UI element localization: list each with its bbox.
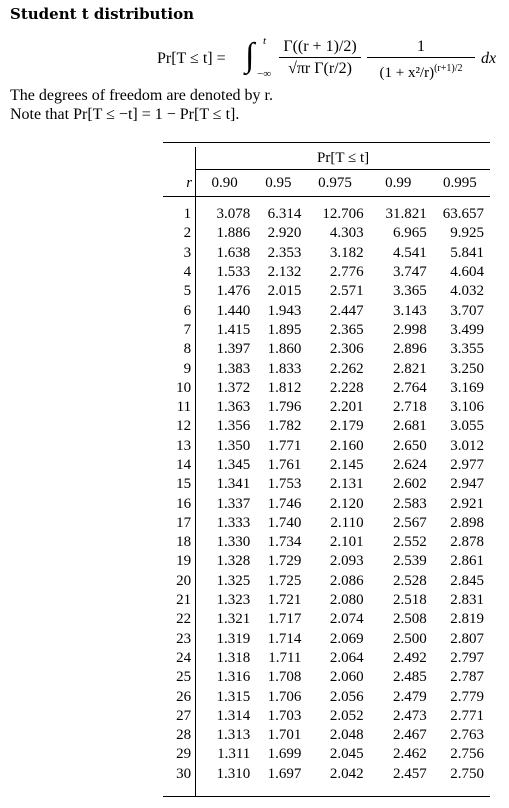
row-header: r — [163, 170, 196, 197]
value-cell: 1.314 — [216, 707, 251, 724]
value-cell: 3.012 — [450, 437, 484, 454]
value-cell: 1.697 — [267, 765, 302, 782]
table-row — [163, 610, 490, 629]
value-cell: 1.711 — [268, 649, 302, 666]
value-cell: 3.365 — [393, 283, 427, 300]
value-cell: 1.310 — [216, 765, 251, 782]
value-cell: 3.055 — [450, 418, 484, 435]
dof-cell: 12 — [163, 417, 196, 436]
table-row — [163, 398, 490, 417]
value-cell: 3.143 — [393, 302, 427, 319]
value-cell: 2.132 — [267, 264, 302, 281]
value-cell: 2.681 — [393, 418, 427, 435]
value-cell: 1.397 — [216, 341, 251, 358]
value-cell: 2.845 — [450, 572, 484, 589]
value-cell: 1.753 — [267, 476, 302, 493]
value-cell: 2.779 — [450, 688, 484, 705]
value-cell: 3.078 — [216, 206, 251, 223]
value-cell: 2.567 — [393, 514, 427, 531]
col-header: 0.99 — [385, 174, 412, 191]
table-row — [163, 494, 490, 513]
dof-cell: 17 — [163, 514, 196, 533]
table-row — [163, 244, 490, 263]
dof-cell: 16 — [163, 494, 196, 513]
value-cell: 1.440 — [216, 302, 251, 319]
value-cell: 2.110 — [330, 514, 364, 531]
table-row — [163, 707, 490, 726]
value-cell: 2.508 — [393, 611, 427, 628]
value-cell: 1.311 — [217, 746, 251, 763]
value-cell: 2.750 — [450, 765, 484, 782]
value-cell: 6.314 — [267, 206, 302, 223]
value-cell: 1.415 — [216, 321, 251, 338]
value-cell: 2.101 — [329, 534, 364, 551]
gamma-fraction — [279, 38, 361, 78]
value-cell: 1.350 — [216, 437, 251, 454]
dof-cell: 8 — [163, 340, 196, 359]
value-cell: 2.898 — [450, 514, 484, 531]
value-cell: 1.771 — [267, 437, 302, 454]
dof-cell: 22 — [163, 610, 196, 629]
value-cell: 2.093 — [329, 553, 364, 570]
value-cell: 2.571 — [329, 283, 364, 300]
value-cell: 1.337 — [216, 495, 251, 512]
col-header: 0.995 — [443, 174, 477, 191]
table-row — [163, 514, 490, 533]
value-cell: 2.080 — [329, 592, 364, 609]
value-cell: 2.060 — [329, 669, 364, 686]
value-cell: 4.032 — [450, 283, 484, 300]
dof-cell: 7 — [163, 321, 196, 340]
dof-cell: 2 — [163, 224, 196, 243]
value-cell: 2.473 — [393, 707, 427, 724]
value-cell: 2.764 — [393, 379, 427, 396]
value-cell: 2.064 — [329, 649, 364, 666]
value-cell: 2.457 — [393, 765, 427, 782]
value-cell: 1.321 — [216, 611, 251, 628]
value-cell: 2.365 — [329, 321, 364, 338]
value-cell: 1.860 — [267, 341, 302, 358]
value-cell: 2.056 — [329, 688, 364, 705]
value-cell: 1.476 — [216, 283, 251, 300]
dof-cell: 9 — [163, 359, 196, 378]
value-cell: 12.706 — [322, 206, 364, 223]
value-cell: 2.086 — [329, 572, 364, 589]
value-cell: 2.947 — [450, 476, 484, 493]
value-cell: 2.048 — [329, 727, 364, 744]
fraction-bar — [279, 57, 361, 58]
kernel-numerator: 1 — [417, 38, 425, 55]
value-cell: 1.383 — [216, 360, 251, 377]
table-row — [163, 263, 490, 282]
col-header: 0.90 — [211, 174, 238, 191]
value-cell: 1.356 — [216, 418, 251, 435]
table-row — [163, 668, 490, 687]
value-cell: 2.797 — [450, 649, 484, 666]
table-row — [163, 765, 490, 784]
value-cell: 1.734 — [267, 534, 302, 551]
gamma-numerator: Γ((r + 1)/2) — [283, 38, 357, 55]
value-cell: 3.250 — [450, 360, 484, 377]
integral-sign: ∫ — [245, 37, 255, 74]
value-cell: 2.462 — [393, 746, 427, 763]
value-cell: 2.120 — [329, 495, 364, 512]
value-cell: 2.528 — [393, 572, 427, 589]
value-cell: 9.925 — [450, 225, 484, 242]
value-cell: 2.179 — [329, 418, 364, 435]
notes — [10, 86, 273, 124]
value-cell: 4.303 — [329, 225, 364, 242]
dof-cell: 13 — [163, 437, 196, 456]
value-cell: 2.306 — [329, 341, 364, 358]
value-cell: 2.650 — [393, 437, 427, 454]
value-cell: 3.707 — [450, 302, 484, 319]
dof-cell: 5 — [163, 282, 196, 301]
table-row — [163, 301, 490, 320]
dof-cell: 27 — [163, 707, 196, 726]
value-cell: 1.638 — [216, 244, 251, 261]
kernel-denominator-base: (1 + x²/r) — [379, 65, 435, 81]
value-cell: 1.328 — [216, 553, 251, 570]
dof-cell: 6 — [163, 301, 196, 320]
value-cell: 2.045 — [329, 746, 364, 763]
value-cell: 1.943 — [267, 302, 302, 319]
value-cell: 6.965 — [393, 225, 427, 242]
dof-cell: 4 — [163, 263, 196, 282]
value-cell: 2.074 — [329, 611, 364, 628]
table-row — [163, 359, 490, 378]
value-cell: 1.319 — [216, 630, 251, 647]
table-row — [163, 340, 490, 359]
value-cell: 1.714 — [267, 630, 302, 647]
value-cell: 1.323 — [216, 592, 251, 609]
note-symmetry: Note that Pr[T ≤ −t] = 1 − Pr[T ≤ t]. — [10, 106, 240, 123]
value-cell: 1.717 — [267, 611, 302, 628]
value-cell: 31.821 — [385, 206, 427, 223]
dof-cell: 18 — [163, 533, 196, 552]
value-cell: 2.201 — [329, 399, 364, 416]
value-cell: 2.977 — [450, 457, 484, 473]
dof-cell: 26 — [163, 687, 196, 706]
dof-cell: 29 — [163, 745, 196, 764]
value-cell: 2.602 — [393, 476, 427, 493]
value-cell: 1.729 — [267, 553, 302, 570]
value-cell: 2.518 — [393, 592, 427, 609]
value-cell: 2.131 — [329, 476, 364, 493]
value-cell: 2.145 — [329, 457, 364, 473]
upper-limit: t — [263, 35, 267, 47]
dof-cell: 23 — [163, 630, 196, 649]
dof-cell: 20 — [163, 572, 196, 591]
table-row — [163, 630, 490, 649]
value-cell: 2.787 — [450, 669, 484, 686]
value-cell: 2.819 — [450, 611, 484, 628]
value-cell: 2.718 — [393, 399, 427, 416]
value-cell: 1.315 — [216, 688, 251, 705]
value-cell: 3.182 — [329, 244, 364, 261]
col-header: 0.975 — [318, 174, 352, 191]
kernel-fraction — [367, 38, 475, 82]
value-cell: 2.539 — [393, 553, 427, 570]
gamma-denominator: √πr Γ(r/2) — [288, 60, 352, 77]
table-row — [163, 456, 490, 475]
value-cell: 1.533 — [216, 264, 251, 281]
page-title: Student t distribution — [10, 5, 194, 23]
kernel-exponent: (r+1)/2 — [434, 63, 463, 74]
value-cell: 1.318 — [216, 649, 251, 666]
value-cell: 2.479 — [393, 688, 427, 705]
value-cell: 1.372 — [216, 379, 251, 396]
table-row — [163, 533, 490, 552]
value-cell: 1.703 — [267, 707, 302, 724]
value-cell: 4.541 — [393, 244, 427, 261]
dof-cell: 1 — [163, 205, 196, 224]
note-dof: The degrees of freedom are denoted by r. — [10, 87, 273, 104]
value-cell: 1.833 — [267, 360, 302, 377]
table-row — [163, 591, 490, 610]
value-cell: 2.807 — [450, 630, 484, 647]
value-cell: 1.796 — [267, 399, 302, 416]
t-table — [163, 142, 490, 797]
dof-cell: 30 — [163, 765, 196, 784]
value-cell: 2.485 — [393, 669, 427, 686]
value-cell: 2.552 — [393, 534, 427, 551]
table-row — [163, 282, 490, 301]
value-cell: 1.706 — [267, 688, 302, 705]
table-row — [163, 379, 490, 398]
value-cell: 2.583 — [393, 495, 427, 512]
dof-cell: 10 — [163, 379, 196, 398]
value-cell: 1.363 — [216, 399, 251, 416]
bottom-rule — [163, 784, 490, 797]
value-cell: 4.604 — [450, 264, 484, 281]
value-cell: 3.169 — [450, 379, 484, 396]
group-header: Pr[T ≤ t] — [316, 149, 370, 166]
value-cell: 1.740 — [267, 514, 302, 531]
table-row — [163, 321, 490, 340]
table-row — [163, 649, 490, 668]
value-cell: 2.821 — [393, 360, 427, 377]
table-row — [163, 475, 490, 494]
value-cell: 1.333 — [216, 514, 251, 531]
value-cell: 1.313 — [216, 727, 251, 744]
value-cell: 2.756 — [450, 746, 484, 763]
dof-cell: 19 — [163, 552, 196, 571]
differential: dx — [481, 50, 497, 67]
table-row — [163, 224, 490, 243]
value-cell: 2.776 — [329, 264, 364, 281]
group-header-row — [163, 147, 490, 170]
value-cell: 1.316 — [216, 669, 251, 686]
value-cell: 2.069 — [329, 630, 364, 647]
table-row — [163, 745, 490, 764]
value-cell: 2.042 — [329, 765, 364, 782]
column-header-row — [163, 170, 490, 197]
table-row — [163, 417, 490, 436]
value-cell: 1.812 — [267, 379, 302, 396]
table-row — [163, 572, 490, 591]
header-rule — [163, 197, 490, 206]
value-cell: 1.746 — [267, 495, 302, 512]
value-cell: 2.262 — [329, 360, 364, 377]
dof-cell: 14 — [163, 456, 196, 475]
value-cell: 2.052 — [329, 707, 364, 724]
value-cell: 1.886 — [216, 225, 251, 242]
table-row — [163, 205, 490, 224]
pdf-formula — [157, 35, 502, 86]
lower-limit: −∞ — [257, 68, 272, 80]
value-cell: 2.921 — [450, 495, 484, 512]
value-cell: 1.721 — [267, 592, 302, 609]
kernel-denominator — [367, 60, 475, 82]
value-cell: 3.106 — [450, 399, 484, 416]
value-cell: 1.725 — [267, 572, 302, 589]
value-cell: 5.841 — [450, 244, 484, 261]
value-cell: 2.998 — [393, 321, 427, 338]
value-cell: 1.895 — [267, 321, 302, 338]
dof-cell: 28 — [163, 726, 196, 745]
value-cell: 1.699 — [267, 746, 302, 763]
value-cell: 3.747 — [393, 264, 427, 281]
dof-cell: 25 — [163, 668, 196, 687]
value-cell: 2.500 — [393, 630, 427, 647]
table-row — [163, 552, 490, 571]
value-cell: 2.353 — [267, 244, 302, 261]
value-cell: 1.345 — [216, 457, 251, 473]
table-row — [163, 687, 490, 706]
value-cell: 1.761 — [267, 457, 302, 473]
dof-cell: 3 — [163, 244, 196, 263]
fraction-bar — [367, 57, 475, 58]
formula-lhs: Pr[T ≤ t] = — [157, 50, 226, 67]
value-cell: 2.896 — [393, 341, 427, 358]
value-cell: 1.325 — [216, 572, 251, 589]
value-cell: 2.831 — [450, 592, 484, 609]
table-row — [163, 437, 490, 456]
value-cell: 2.771 — [450, 707, 484, 724]
value-cell: 1.708 — [267, 669, 302, 686]
dof-cell: 21 — [163, 591, 196, 610]
value-cell: 2.228 — [329, 379, 364, 396]
value-cell: 1.701 — [267, 727, 302, 744]
value-cell: 3.499 — [450, 321, 484, 338]
value-cell: 2.160 — [329, 437, 364, 454]
value-cell: 3.355 — [450, 341, 484, 358]
value-cell: 1.341 — [216, 476, 251, 493]
value-cell: 2.467 — [393, 727, 427, 744]
value-cell: 2.878 — [450, 534, 484, 551]
dof-cell: 24 — [163, 649, 196, 668]
col-header: 0.95 — [265, 174, 292, 191]
value-cell: 2.920 — [267, 225, 302, 242]
value-cell: 2.015 — [267, 283, 302, 300]
value-cell: 2.861 — [450, 553, 484, 570]
table-body — [163, 205, 490, 784]
dof-cell: 11 — [163, 398, 196, 417]
value-cell: 1.782 — [267, 418, 302, 435]
value-cell: 63.657 — [442, 206, 484, 223]
table-row — [163, 726, 490, 745]
value-cell: 2.763 — [450, 727, 484, 744]
dof-cell: 15 — [163, 475, 196, 494]
value-cell: 2.492 — [393, 649, 427, 666]
value-cell: 2.624 — [393, 457, 427, 473]
value-cell: 2.447 — [329, 302, 364, 319]
value-cell: 1.330 — [216, 534, 251, 551]
